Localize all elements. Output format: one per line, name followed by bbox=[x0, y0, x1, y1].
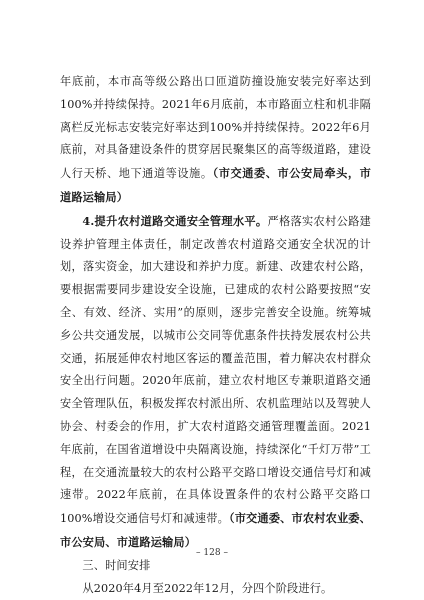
paragraph-2 bbox=[60, 210, 371, 555]
section-heading-schedule bbox=[60, 555, 371, 578]
paragraph-2-text: 严格落实农村公路建设养护管理主体责任，制定改善农村道路交通安全状况的计划，落实资金，加大建设和养护力度。新建、改建农村公路，要根据需要同步建设安全设施，已建成的农村公路要按照“安全、有效、经济、实用”的原则，逐步完善安全设施。统筹城乡公共交通发展，以城市公交同等优惠条件扶持发展农村公共交通，拓展延伸农村地区客运的覆盖范围，着力解决农村群众安全出行问题。2020年底前，建立农村地区专兼职道路交通安全管理队伍，积极发挥农村派出所、农机监理站以及驾驶人协会、村委会的作用，扩大农村道路交通管理覆盖面。2021年底前，在国省道增设中央隔离设施，持续深化“千灯万带”工程，在交通流量较大的农村公路平交路口增设交通信号灯和减速带。2022年底前，在具体设置条件的农村公路平交路口100%增设交通信号灯和减速带。 bbox=[60, 214, 371, 526]
paragraph-2-responsible-units: （市交通委、市农村农业委、市公安局、市道路运输局） bbox=[60, 511, 371, 549]
paragraph-1-text: 年底前，本市高等级公路出口匝道防撞设施安装完好率达到100%并持续保持。2021年6月底前，本市路面立柱和机非隔离栏反光标志安装完好率达到100%并持续保持。2022年6月底前，对具备建设条件的贯穿居民聚集区的高等级道路，建设人行天桥、地下通道等设施。 bbox=[60, 75, 371, 181]
paragraph-1 bbox=[60, 71, 371, 210]
paragraph-4-text: 从2020年4月至2022年12月，分四个阶段进行。 bbox=[82, 581, 333, 595]
page-number: – 128 – bbox=[196, 548, 228, 558]
paragraph-4 bbox=[60, 578, 371, 600]
paragraph-2-heading: 4.提升农村道路交通安全管理水平。 bbox=[82, 213, 268, 228]
body-text bbox=[60, 71, 371, 600]
section-heading-text: 三、时间安排 bbox=[82, 558, 151, 572]
paragraph-1-responsible-units: （市交通委、市公安局牵头，市道路运输局） bbox=[60, 166, 371, 204]
